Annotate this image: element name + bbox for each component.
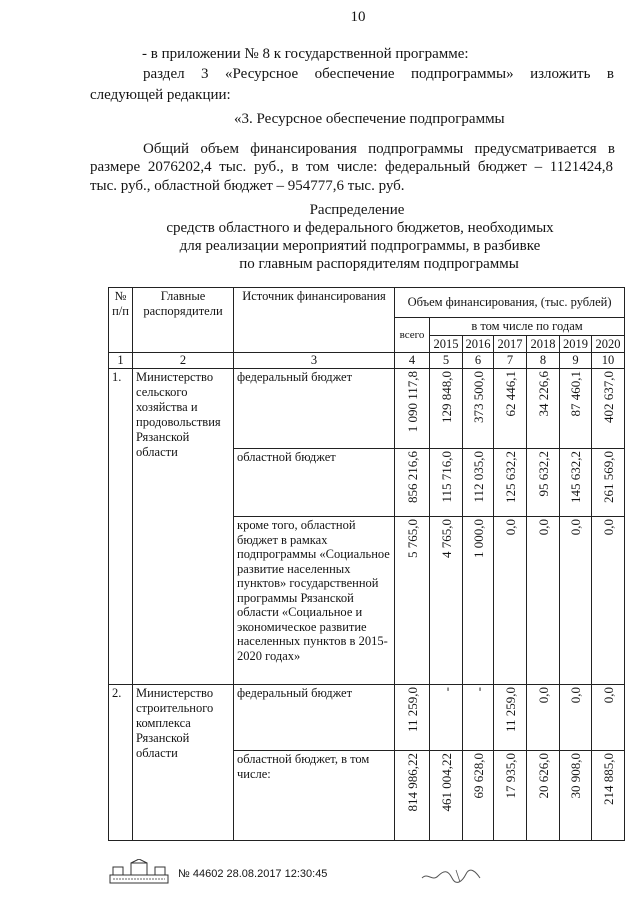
col-number: 6	[463, 353, 494, 369]
col-number: 8	[527, 353, 560, 369]
value-2019: 145 632,2	[568, 451, 583, 503]
value-total: 5 765,0	[404, 519, 420, 558]
intro-line-1: - в приложении № 8 к государственной программе:	[142, 46, 469, 62]
year-2015: 2015	[430, 336, 463, 353]
value-2016: 69 628,0	[470, 753, 486, 799]
intro-line-2: раздел 3 «Ресурсное обеспечение подпрограммы» изложить в	[143, 66, 614, 82]
col-number: 10	[592, 353, 625, 369]
value-2016: -	[470, 687, 486, 692]
row-number: 1.	[109, 369, 133, 685]
value-2018: 95 632,2	[535, 451, 551, 497]
paragraph-line-3: тыс. руб., областной бюджет – 954777,6 тыс. руб.	[90, 178, 405, 194]
value-2018: 34 226,6	[535, 371, 551, 417]
col-number: 4	[395, 353, 430, 369]
year-2017: 2017	[494, 336, 527, 353]
value-2016: 373 500,0	[470, 371, 486, 423]
value-total: 1 090 117,8	[404, 371, 420, 433]
table-title-line-4: по главным распорядителям подпрограммы	[239, 256, 519, 272]
value-total: 814 986,22	[404, 753, 420, 812]
value-2019: 30 908,0	[568, 753, 583, 799]
value-2017: 11 259,0	[502, 687, 518, 733]
financing-table	[108, 287, 625, 841]
value-2018: 0,0	[535, 519, 551, 536]
value-2020: 261 569,0	[600, 451, 616, 503]
header-volume: Объем финансирования, (тыс. рублей)	[395, 288, 625, 318]
table-title-line-2: средств областного и федерального бюджетов, необходимых	[166, 220, 554, 236]
source-cell: областной бюджет, в том числе:	[234, 751, 395, 841]
col-number: 5	[430, 353, 463, 369]
registry-stamp-icon	[109, 859, 169, 884]
value-2015: 115 716,0	[438, 451, 454, 503]
value-2020: 0,0	[600, 519, 616, 536]
year-2016: 2016	[463, 336, 494, 353]
manager-cell: Министерство сельского хозяйства и продовольствия Рязанской области	[133, 369, 234, 685]
document-id: № 44602 28.08.2017 12:30:45	[178, 868, 328, 880]
col-number: 9	[560, 353, 592, 369]
year-2018: 2018	[527, 336, 560, 353]
value-2015: -	[438, 687, 454, 692]
intro-line-3: следующей редакции:	[90, 87, 231, 103]
year-2020: 2020	[592, 336, 625, 353]
header-managers: Главные распорядители	[133, 288, 234, 353]
col-number: 1	[109, 353, 133, 369]
header-total: всего	[395, 318, 430, 353]
value-2016: 112 035,0	[470, 451, 486, 503]
header-source: Источник финансирования	[234, 288, 395, 353]
header-num: № п/п	[109, 288, 133, 353]
value-2017: 62 446,1	[502, 371, 518, 417]
value-2018: 0,0	[535, 687, 551, 704]
page-number: 10	[350, 9, 366, 25]
value-2019: 0,0	[568, 519, 583, 536]
manager-cell: Министерство строительного комплекса Рязанской области	[133, 685, 234, 841]
value-total: 856 216,6	[404, 451, 420, 503]
value-2020: 0,0	[600, 687, 616, 704]
paragraph-line-2: размере 2076202,4 тыс. руб., в том числе: федеральный бюджет – 1121424,8	[90, 159, 613, 175]
table-title-line-1: Распределение	[309, 202, 405, 218]
value-2020: 214 885,0	[600, 753, 616, 805]
value-2017: 125 632,2	[502, 451, 518, 503]
value-2020: 402 637,0	[600, 371, 616, 423]
source-cell: областной бюджет	[234, 449, 395, 517]
col-number: 3	[234, 353, 395, 369]
value-2016: 1 000,0	[470, 519, 486, 558]
source-cell: федеральный бюджет	[234, 369, 395, 449]
section-heading: «3. Ресурсное обеспечение подпрограммы	[234, 111, 505, 127]
col-number: 7	[494, 353, 527, 369]
paragraph-line-1: Общий объем финансирования подпрограммы предусматривается в	[143, 141, 615, 157]
source-cell: кроме того, областной бюджет в рамках подпрограммы «Социальное развитие населенных пунктов» государственной программы Рязанской области «Социальное и экономическое развитие населенных пунктов в 2015-2020 годах»	[234, 517, 395, 685]
source-cell: федеральный бюджет	[234, 685, 395, 751]
row-number: 2.	[109, 685, 133, 841]
value-2019: 0,0	[568, 687, 583, 704]
value-2017: 0,0	[502, 519, 518, 536]
value-2018: 20 626,0	[535, 753, 551, 799]
value-2015: 461 004,22	[438, 753, 454, 812]
header-by-years: в том числе по годам	[430, 318, 625, 336]
value-2019: 87 460,1	[568, 371, 583, 417]
table-title-line-3: для реализации мероприятий подпрограммы, в разбивке	[179, 238, 541, 254]
year-2019: 2019	[560, 336, 592, 353]
value-2015: 129 848,0	[438, 371, 454, 423]
value-2015: 4 765,0	[438, 519, 454, 558]
value-2017: 17 935,0	[502, 753, 518, 799]
signature-icon	[420, 864, 490, 886]
value-total: 11 259,0	[404, 687, 420, 733]
col-number: 2	[133, 353, 234, 369]
